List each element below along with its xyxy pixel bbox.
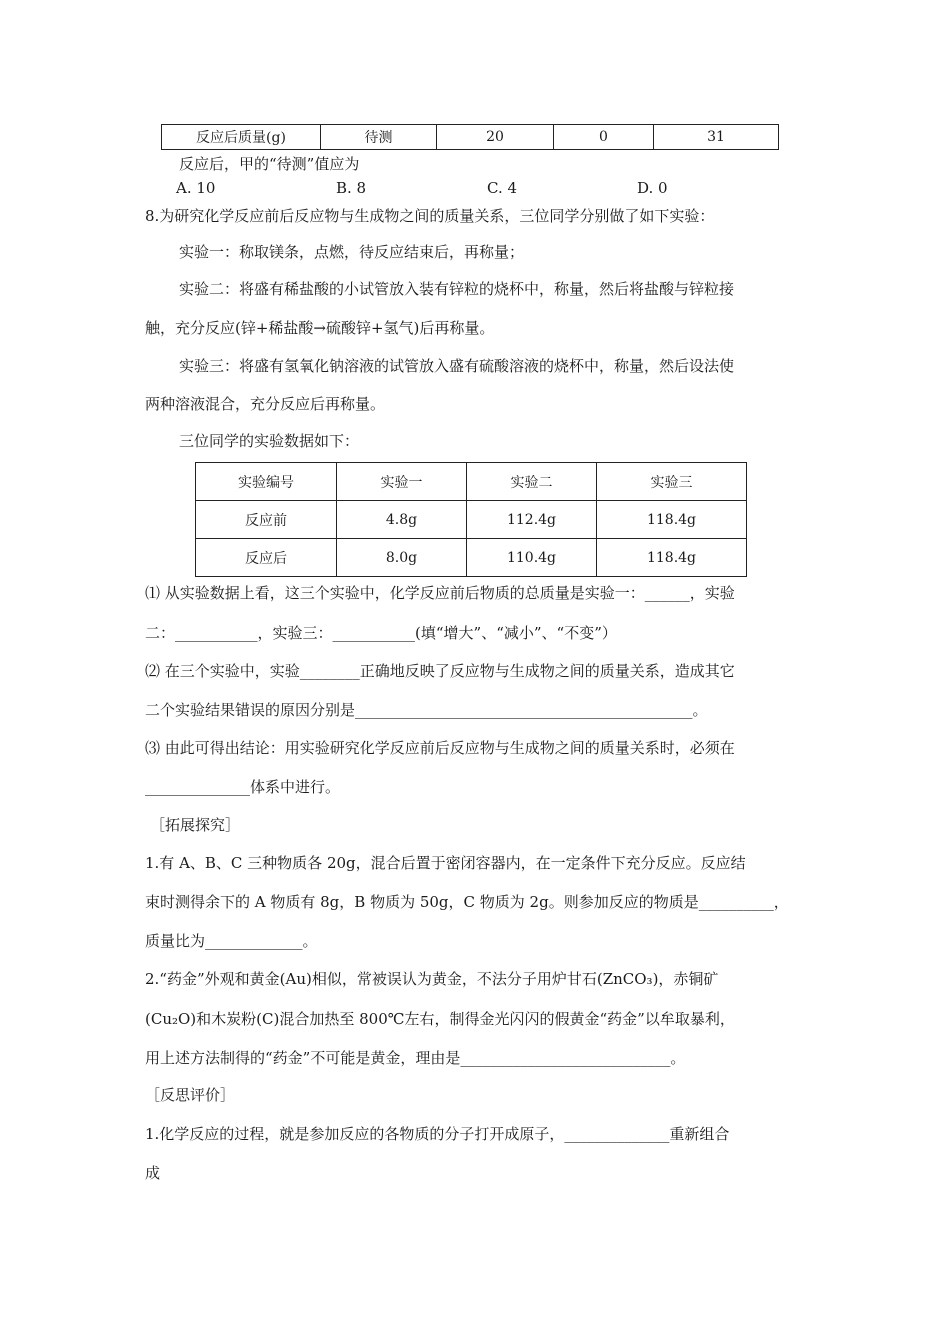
table-cell: 8.0g (337, 539, 467, 577)
q8-sub1-line1: ⑴ 从实验数据上看，这三个实验中，化学反应前后物质的总质量是实验一：______，实验 (145, 584, 735, 602)
refl-q1-line2: 成 (145, 1164, 161, 1182)
q8-exp1: 实验一：称取镁条，点燃，待反应结束后，再称量； (179, 243, 525, 261)
q7-stem: 反应后，甲的“待测”值应为 (179, 155, 360, 173)
q8-data-intro: 三位同学的实验数据如下： (179, 432, 360, 450)
table-cell: 0 (554, 125, 654, 150)
table-cell: 31 (654, 125, 779, 150)
q8-exp2-line1: 实验二：将盛有稀盐酸的小试管放入装有锌粒的烧杯中，称量，然后将盐酸与锌粒接 (179, 280, 735, 298)
table-cell: 110.4g (467, 539, 597, 577)
q7-option-b: B. 8 (336, 179, 367, 197)
reflection-heading: ［反思评价］ (145, 1086, 236, 1104)
ext-q2-line3: 用上述方法制得的“药金”不可能是黄金，理由是____________________________。 (145, 1049, 686, 1067)
experiment-table (195, 462, 747, 577)
table-row (162, 125, 779, 150)
ext-q2-line2: (Cu₂O)和木炭粉(C)混合加热至 800℃左右，制得金光闪闪的假黄金“药金”以牟取暴利， (145, 1010, 735, 1028)
table-cell: 反应前 (196, 501, 337, 539)
q8-sub2-line1: ⑵ 在三个实验中，实验________正确地反映了反应物与生成物之间的质量关系，造成其它 (145, 662, 735, 680)
table-row (196, 539, 747, 577)
table-cell: 4.8g (337, 501, 467, 539)
table-cell: 20 (437, 125, 554, 150)
table-cell: 112.4g (467, 501, 597, 539)
extension-heading: ［拓展探究］ (150, 816, 241, 834)
q8-sub2-line2: 二个实验结果错误的原因分别是_____________________________________________。 (145, 701, 708, 719)
table-cell: 待测 (321, 125, 437, 150)
ext-q1-line1: 1.有 A、B、C 三种物质各 20g，混合后置于密闭容器内，在一定条件下充分反应。反应结 (145, 854, 746, 872)
table-header-cell: 实验三 (597, 463, 747, 501)
q8-sub1-line2: 二：___________，实验三：___________(填“增大”、“减小”、“不变”） (145, 624, 617, 642)
table-row (196, 501, 747, 539)
table-header-cell: 实验二 (467, 463, 597, 501)
ext-q1-line3: 质量比为_____________。 (145, 932, 318, 950)
table-header-cell: 实验编号 (196, 463, 337, 501)
table-cell: 118.4g (597, 501, 747, 539)
q7-option-c: C. 4 (487, 179, 518, 197)
q7-option-a: A. 10 (176, 179, 216, 197)
refl-q1-line1: 1.化学反应的过程，就是参加反应的各物质的分子打开成原子，______________重新组合 (145, 1125, 730, 1143)
table-cell: 118.4g (597, 539, 747, 577)
q8-intro: 8.为研究化学反应前后反应物与生成物之间的质量关系，三位同学分别做了如下实验： (145, 207, 715, 225)
q8-sub3-line1: ⑶ 由此可得出结论：用实验研究化学反应前后反应物与生成物之间的质量关系时，必须在 (145, 739, 735, 757)
ext-q1-line2: 束时测得余下的 A 物质有 8g，B 物质为 50g，C 物质为 2g。则参加反应的物质是__________， (145, 893, 789, 911)
q7-option-d: D. 0 (637, 179, 668, 197)
table-cell: 反应后质量(g) (162, 125, 321, 150)
q8-exp3-line2: 两种溶液混合，充分反应后再称量。 (145, 395, 386, 413)
q8-exp3-line1: 实验三：将盛有氢氧化钠溶液的试管放入盛有硫酸溶液的烧杯中，称量，然后设法使 (179, 357, 735, 375)
q8-sub3-line2: ______________体系中进行。 (145, 778, 341, 796)
top-data-table (161, 124, 779, 150)
table-header-cell: 实验一 (337, 463, 467, 501)
table-row (196, 463, 747, 501)
table-cell: 反应后 (196, 539, 337, 577)
ext-q2-line1: 2.“药金”外观和黄金(Au)相似，常被误认为黄金，不法分子用炉甘石(ZnCO₃)，赤铜矿 (145, 970, 719, 988)
q8-exp2-line2: 触，充分反应(锌+稀盐酸→硫酸锌+氢气)后再称量。 (145, 319, 495, 337)
